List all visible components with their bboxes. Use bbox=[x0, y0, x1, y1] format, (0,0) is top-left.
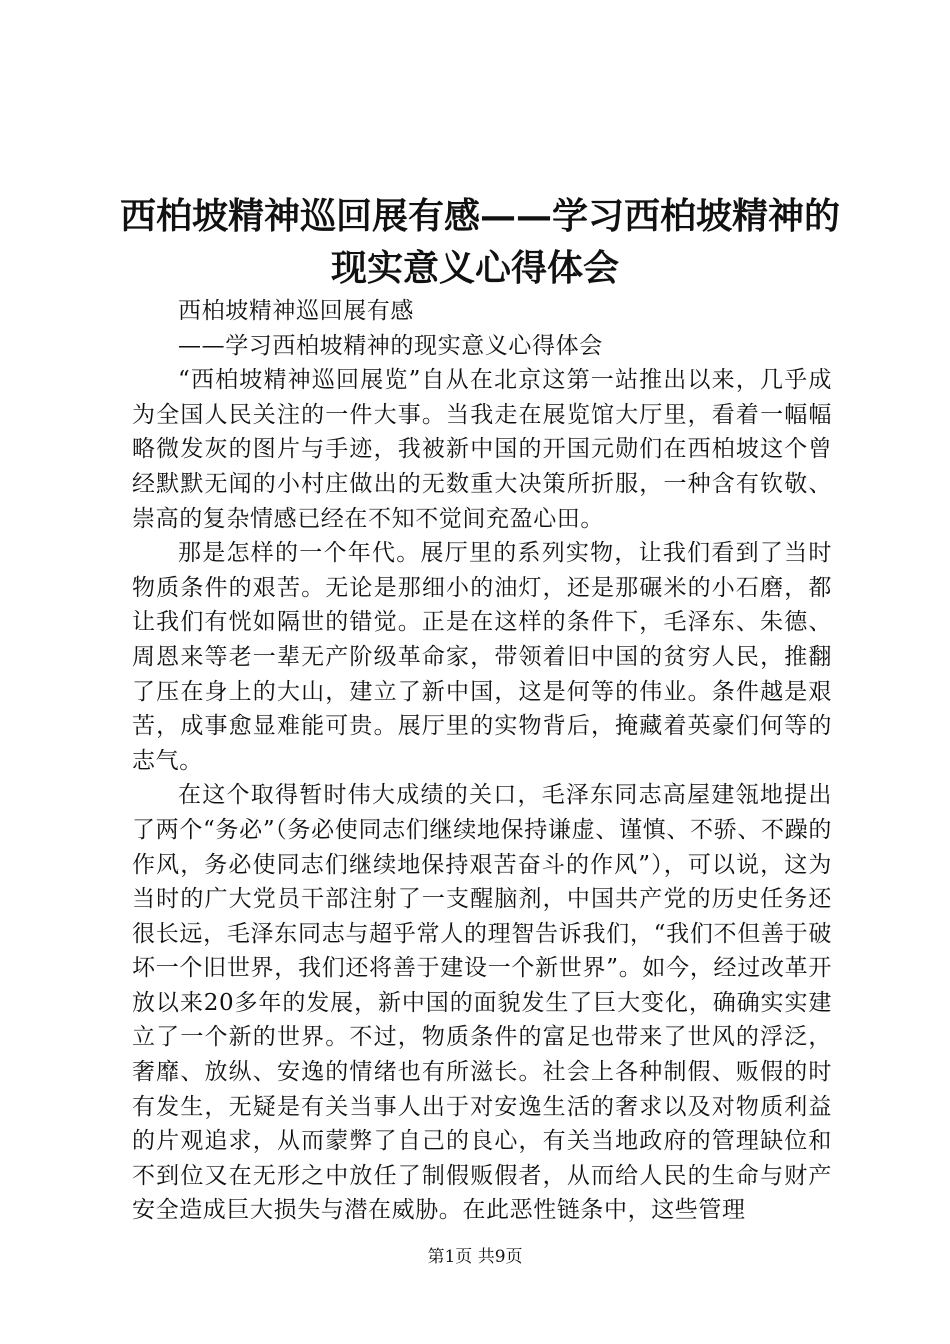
body-paragraph: 那是怎样的一个年代。展厅里的系列实物，让我们看到了当时物质条件的艰苦。无论是那细小的油灯，还是那碾米的小石磨，都让我们有恍如隔世的错觉。正是在这样的条件下，毛泽东、朱德、周恩来等老一辈无产阶级革命家，带领着旧中国的贫穷人民，推翻了压在身上的大山，建立了新中国，这是何等的伟业。条件越是艰苦，成事愈显难能可贵。展厅里的实物背后，掩藏着英豪们何等的志气。 bbox=[132, 540, 832, 774]
body-paragraph: 在这个取得暂时伟大成绩的关口，毛泽东同志高屋建瓴地提出了两个“务必”（务必使同志们继续地保持谦虚、谨慎、不骄、不躁的作风，务必使同志们继续地保持艰苦奋斗的作风”），可以说，这为当时的广大党员干部注射了一支醒脑剂，中国共产党的历史任务还很长远，毛泽东同志与超乎常人的理智告诉我们，“我们不但善于破坏一个旧世界，我们还将善于建设一个新世界”。如今，经过改革开放以来20多年的发展，新中国的面貌发生了巨大变化，确确实实建立了一个新的世界。不过，物质条件的富足也带来了世风的浮泛，奢靡、放纵、安逸的情绪也有所滋长。社会上各种制假、贩假的时有发生，无疑是有关当事人出于对安逸生活的奢求以及对物质利益的片观追求，从而蒙弊了自己的良心，有关当地政府的管理缺位和不到位又在无形之中放任了制假贩假者，从而给人民的生命与财产安全造成巨大损失与潜在威胁。在此恶性链条中，这些管理 bbox=[132, 782, 832, 1224]
body-paragraph: “西柏坡精神巡回展览”自从在北京这第一站推出以来，几乎成为全国人民关注的一件大事。当我走在展览馆大厅里，看着一幅幅略微发灰的图片与手迹，我被新中国的开国元勋们在西柏坡这个曾经默默无闻的小村庄做出的无数重大决策所折服，一种含有钦敬、崇高的复杂情感已经在不知不觉间充盈心田。 bbox=[132, 367, 832, 532]
document-body bbox=[132, 294, 832, 1228]
subtitle-line-1: 西柏坡精神巡回展有感 bbox=[178, 298, 414, 324]
page-footer: 第1页 共9页 bbox=[427, 1247, 523, 1267]
document-title-line-2: 现实意义心得体会 bbox=[330, 247, 619, 289]
document-title-line-1: 西柏坡精神巡回展有感——学习西柏坡精神的 bbox=[120, 195, 841, 237]
subtitle-line-2: ——学习西柏坡精神的现实意义心得体会 bbox=[178, 332, 603, 359]
